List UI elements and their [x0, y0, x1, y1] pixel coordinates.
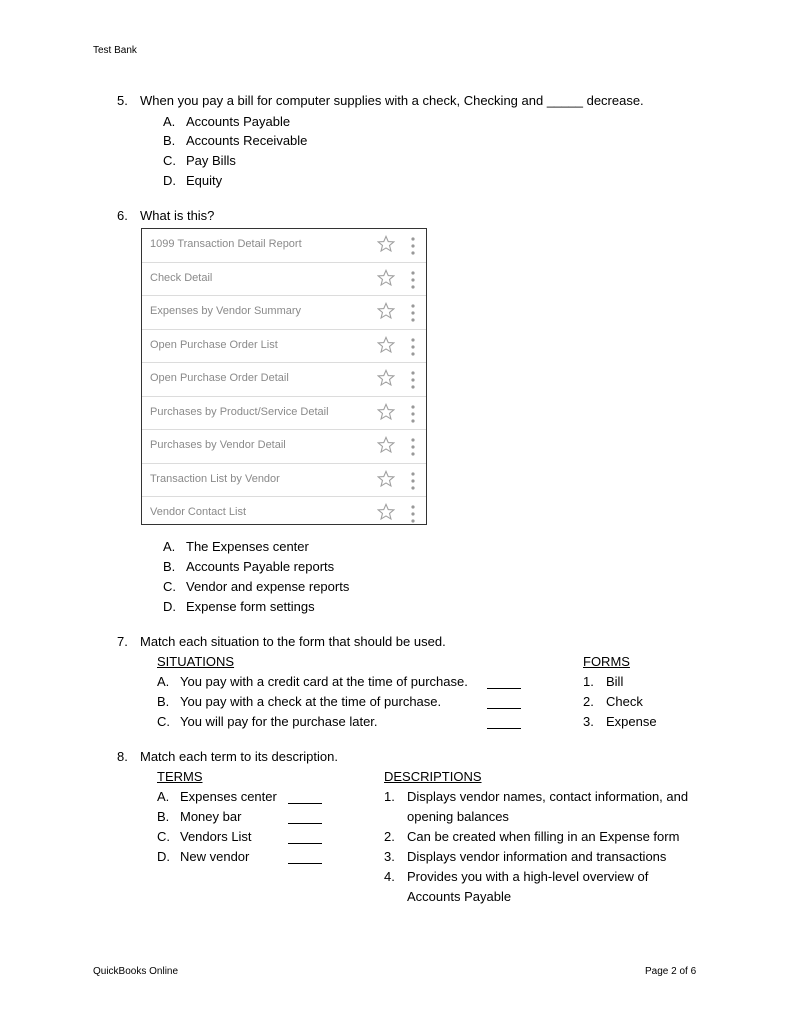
q7-text: Match each situation to the form that should be used.: [140, 634, 446, 649]
form-1: 1. Bill: [583, 674, 624, 689]
star-icon[interactable]: [377, 269, 395, 287]
report-list: [141, 228, 427, 525]
report-label: Vendor Contact List: [150, 506, 247, 518]
report-row[interactable]: [142, 296, 426, 330]
report-row[interactable]: [142, 497, 426, 531]
answer-blank[interactable]: [487, 728, 521, 729]
terms-heading: TERMS: [157, 769, 203, 784]
q6-number: 6.: [117, 208, 128, 223]
q7-number: 7.: [117, 634, 128, 649]
more-options-icon[interactable]: [410, 337, 416, 357]
form-2: 2. Check: [583, 694, 643, 709]
q6-option-b: B. Accounts Payable reports: [163, 559, 335, 574]
report-row[interactable]: [142, 464, 426, 498]
situation-c: C. You will pay for the purchase later.: [157, 714, 378, 729]
report-row[interactable]: [142, 363, 426, 397]
star-icon[interactable]: [377, 503, 395, 521]
more-options-icon[interactable]: [410, 270, 416, 290]
form-3: 3. Expense: [583, 714, 657, 729]
answer-blank[interactable]: [288, 803, 322, 804]
q6-text: What is this?: [140, 208, 215, 223]
report-label: Expenses by Vendor Summary: [150, 305, 302, 317]
answer-blank[interactable]: [487, 688, 521, 689]
q6-option-d: D. Expense form settings: [163, 599, 315, 614]
star-icon[interactable]: [377, 470, 395, 488]
q5-text: When you pay a bill for computer supplies with a check, Checking and _____ decrease.: [140, 93, 644, 108]
q6-option-c: C. Vendor and expense reports: [163, 579, 350, 594]
more-options-icon[interactable]: [410, 471, 416, 491]
q8-number: 8.: [117, 749, 128, 764]
report-row[interactable]: [142, 430, 426, 464]
description-4: 4. Provides you with a high-level overview of: [384, 869, 649, 884]
q5-option-c: C. Pay Bills: [163, 153, 236, 168]
description-4-cont: Accounts Payable: [407, 889, 512, 904]
report-row[interactable]: [142, 397, 426, 431]
q5-option-a: A. Accounts Payable: [163, 114, 291, 129]
answer-blank[interactable]: [288, 823, 322, 824]
description-1: 1. Displays vendor names, contact information, and: [384, 789, 689, 804]
description-3: 3. Displays vendor information and transactions: [384, 849, 667, 864]
term-b: B. Money bar: [157, 809, 242, 824]
star-icon[interactable]: [377, 403, 395, 421]
more-options-icon[interactable]: [410, 236, 416, 256]
page-header: Test Bank: [93, 45, 137, 56]
star-icon[interactable]: [377, 235, 395, 253]
report-label: 1099 Transaction Detail Report: [150, 238, 302, 250]
report-label: Open Purchase Order Detail: [150, 372, 289, 384]
report-label: Open Purchase Order List: [150, 338, 278, 351]
term-a: A. Expenses center: [157, 789, 277, 804]
q5-option-d: D. Equity: [163, 173, 223, 188]
page-number: Page 2 of 6: [645, 966, 697, 977]
more-options-icon[interactable]: [410, 404, 416, 424]
star-icon[interactable]: [377, 436, 395, 454]
star-icon[interactable]: [377, 336, 395, 354]
term-c: C. Vendors List: [157, 829, 252, 844]
report-label: Purchases by Product/Service Detail: [150, 405, 329, 418]
q5-number: 5.: [117, 93, 128, 108]
q5-option-b: B. Accounts Receivable: [163, 133, 308, 148]
situation-a: A. You pay with a credit card at the time of purchase.: [157, 674, 468, 689]
footer-title: QuickBooks Online: [93, 966, 179, 977]
description-1-cont: opening balances: [407, 809, 509, 824]
situations-heading: SITUATIONS: [157, 654, 235, 669]
more-options-icon[interactable]: [410, 303, 416, 323]
more-options-icon[interactable]: [410, 370, 416, 390]
q8-text: Match each term to its description.: [140, 749, 338, 764]
q6-option-a: A. The Expenses center: [163, 539, 309, 554]
situation-b: B. You pay with a check at the time of purchase.: [157, 694, 442, 709]
report-row[interactable]: [142, 330, 426, 364]
answer-blank[interactable]: [487, 708, 521, 709]
star-icon[interactable]: [377, 369, 395, 387]
descriptions-heading: DESCRIPTIONS: [384, 769, 482, 784]
report-row[interactable]: [142, 229, 426, 263]
more-options-icon[interactable]: [410, 437, 416, 457]
more-options-icon[interactable]: [410, 504, 416, 524]
report-label: Purchases by Vendor Detail: [150, 439, 286, 451]
report-row[interactable]: [142, 263, 426, 297]
report-label: Transaction List by Vendor: [150, 472, 280, 485]
star-icon[interactable]: [377, 302, 395, 320]
description-2: 2. Can be created when filling in an Expense form: [384, 829, 680, 844]
forms-heading: FORMS: [583, 654, 630, 669]
report-label: Check Detail: [150, 271, 213, 284]
term-d: D. New vendor: [157, 849, 250, 864]
answer-blank[interactable]: [288, 863, 322, 864]
answer-blank[interactable]: [288, 843, 322, 844]
